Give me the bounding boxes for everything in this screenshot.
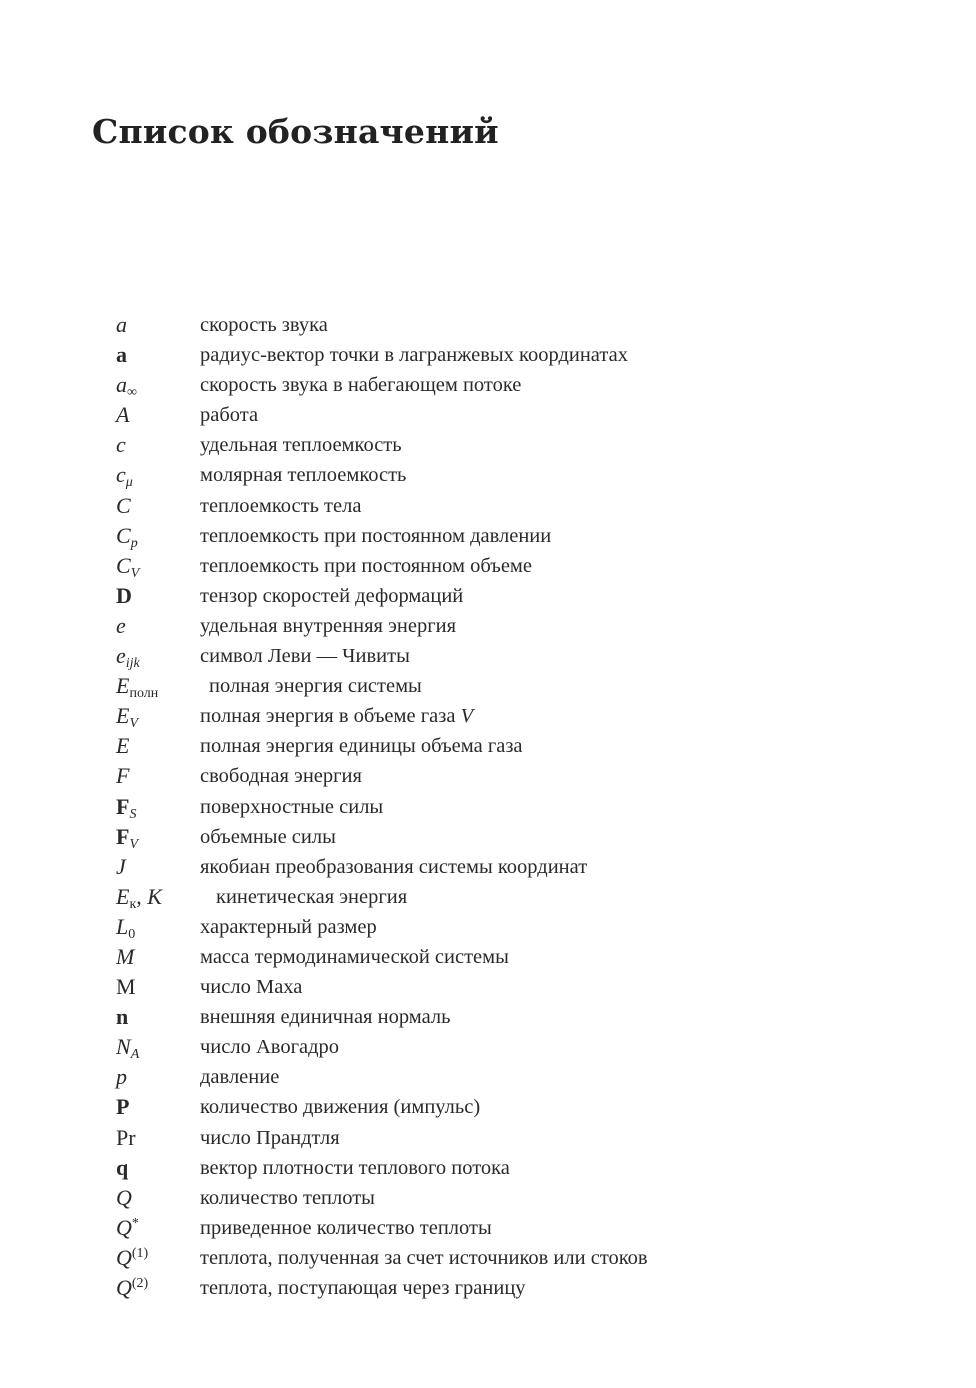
notation-description: внешняя единичная нормаль xyxy=(200,1006,451,1029)
notation-symbol: C xyxy=(116,492,131,518)
notation-row xyxy=(116,491,916,521)
notation-row xyxy=(116,1062,916,1092)
notation-description: символ Леви — Чивиты xyxy=(200,645,410,668)
notation-description: полная энергия в объеме газа V xyxy=(200,705,474,728)
notation-symbol: Q xyxy=(116,1184,132,1210)
page-title: Список обозначений xyxy=(92,112,499,151)
notation-description: теплота, полученная за счет источников или стоков xyxy=(200,1246,648,1269)
notation-description: масса термодинамической системы xyxy=(200,945,509,968)
notation-symbol: M xyxy=(116,943,135,969)
notation-description: полная энергия единицы объема газа xyxy=(200,735,523,758)
notation-row xyxy=(116,912,916,942)
notation-description: количество движения (импульс) xyxy=(200,1096,481,1119)
notation-row xyxy=(116,581,916,611)
notation-symbol: $C_V$ xyxy=(116,552,140,581)
notation-symbol: $N_A$ xyxy=(116,1034,140,1063)
notation-description: свободная энергия xyxy=(200,765,362,788)
notation-description: поверхностные силы xyxy=(200,795,384,818)
notation-description: теплоемкость при постоянном объеме xyxy=(200,554,533,577)
notation-description: теплота, поступающая через границу xyxy=(200,1277,526,1299)
notation-description: приведенное количество теплоты xyxy=(200,1216,492,1239)
notation-symbol: a xyxy=(116,312,127,337)
notation-row xyxy=(116,611,916,641)
notation-row xyxy=(116,972,916,1002)
notation-symbol: Pr xyxy=(116,1124,136,1150)
notation-description: объемные силы xyxy=(200,825,336,848)
notation-symbol: M xyxy=(116,974,136,1000)
notation-symbol: $a_\infty$ xyxy=(116,372,137,401)
notation-description: тензор скоростей деформаций xyxy=(200,584,464,607)
notation-symbol: $F_S$ xyxy=(116,793,137,822)
notation-description: молярная теплоемкость xyxy=(200,464,407,487)
notation-symbol: $L_0$ xyxy=(116,913,136,942)
notation-row xyxy=(116,1213,916,1243)
notation-description: удельная внутренняя энергия xyxy=(200,614,456,637)
notation-description: теплоемкость тела xyxy=(200,494,362,517)
notation-symbol: A xyxy=(116,402,130,428)
notation-symbol: c xyxy=(116,432,126,458)
notation-description: теплоемкость при постоянном давлении xyxy=(200,524,552,547)
notation-row xyxy=(116,1153,916,1183)
notation-symbol: D xyxy=(116,582,132,608)
notation-symbol: E xyxy=(116,733,130,759)
notation-symbol: $Q^{(1)}$ xyxy=(116,1244,149,1270)
notation-row xyxy=(116,340,916,370)
notation-row xyxy=(116,1273,916,1303)
notation-description: вектор плотности теплового потока xyxy=(200,1156,510,1179)
notation-row xyxy=(116,671,916,701)
notation-symbol: $E_V$ xyxy=(116,703,139,732)
notation-description: число Прандтля xyxy=(200,1126,340,1149)
notation-description: якобиан преобразования системы координат xyxy=(200,855,588,878)
notation-description: скорость звука xyxy=(200,314,328,336)
notation-row xyxy=(116,792,916,822)
notation-symbol: $F_V$ xyxy=(116,823,139,852)
notation-row xyxy=(116,521,916,551)
notation-row xyxy=(116,310,916,340)
notation-row xyxy=(116,370,916,400)
notation-description: работа xyxy=(200,404,259,427)
notation-symbol: e xyxy=(116,612,126,638)
notation-row xyxy=(116,551,916,581)
notation-description: удельная теплоемкость xyxy=(200,434,402,457)
notation-description: число Маха xyxy=(200,976,303,999)
notation-symbol: p xyxy=(116,1064,127,1090)
notation-row xyxy=(116,1183,916,1213)
notation-row xyxy=(116,1243,916,1273)
notation-description: количество теплоты xyxy=(200,1186,375,1209)
notation-row xyxy=(116,1032,916,1062)
notation-description: характерный размер xyxy=(200,915,377,938)
notation-description: давление xyxy=(200,1066,280,1089)
notation-row xyxy=(116,1092,916,1122)
notation-symbol: F xyxy=(116,763,130,789)
notation-description: кинетическая энергия xyxy=(216,885,408,908)
notation-symbol: $c_\mu$ xyxy=(116,462,133,491)
notation-symbol: J xyxy=(116,853,126,879)
notation-symbol: n xyxy=(116,1004,129,1030)
notation-row xyxy=(116,641,916,671)
notation-description: скорость звука в набегающем потоке xyxy=(200,374,522,397)
notation-row xyxy=(116,701,916,731)
notation-symbol: $e_{ijk}$ xyxy=(116,643,140,672)
notation-symbol: a xyxy=(116,342,127,368)
notation-row xyxy=(116,400,916,430)
notation-row xyxy=(116,731,916,761)
notation-symbol: q xyxy=(116,1154,129,1180)
notation-list xyxy=(116,310,916,1303)
notation-row xyxy=(116,852,916,882)
notation-symbol: $C_p$ xyxy=(116,522,138,551)
notation-symbol: $E_к$, K xyxy=(116,883,162,912)
notation-description: число Авогадро xyxy=(200,1036,340,1059)
notation-row xyxy=(116,761,916,791)
notation-row xyxy=(116,822,916,852)
notation-symbol: $E_{полн}$ xyxy=(116,673,159,702)
notation-symbol: Q* xyxy=(116,1214,139,1240)
notation-row xyxy=(116,460,916,490)
notation-row xyxy=(116,1123,916,1153)
notation-row xyxy=(116,882,916,912)
notation-description: полная энергия системы xyxy=(209,675,422,698)
notation-row xyxy=(116,1002,916,1032)
notation-symbol: $Q^{(2)}$ xyxy=(116,1275,149,1300)
notation-symbol: P xyxy=(116,1094,130,1120)
notation-row xyxy=(116,942,916,972)
notation-row xyxy=(116,430,916,460)
notation-description: радиус-вектор точки в лагранжевых координатах xyxy=(200,344,628,367)
